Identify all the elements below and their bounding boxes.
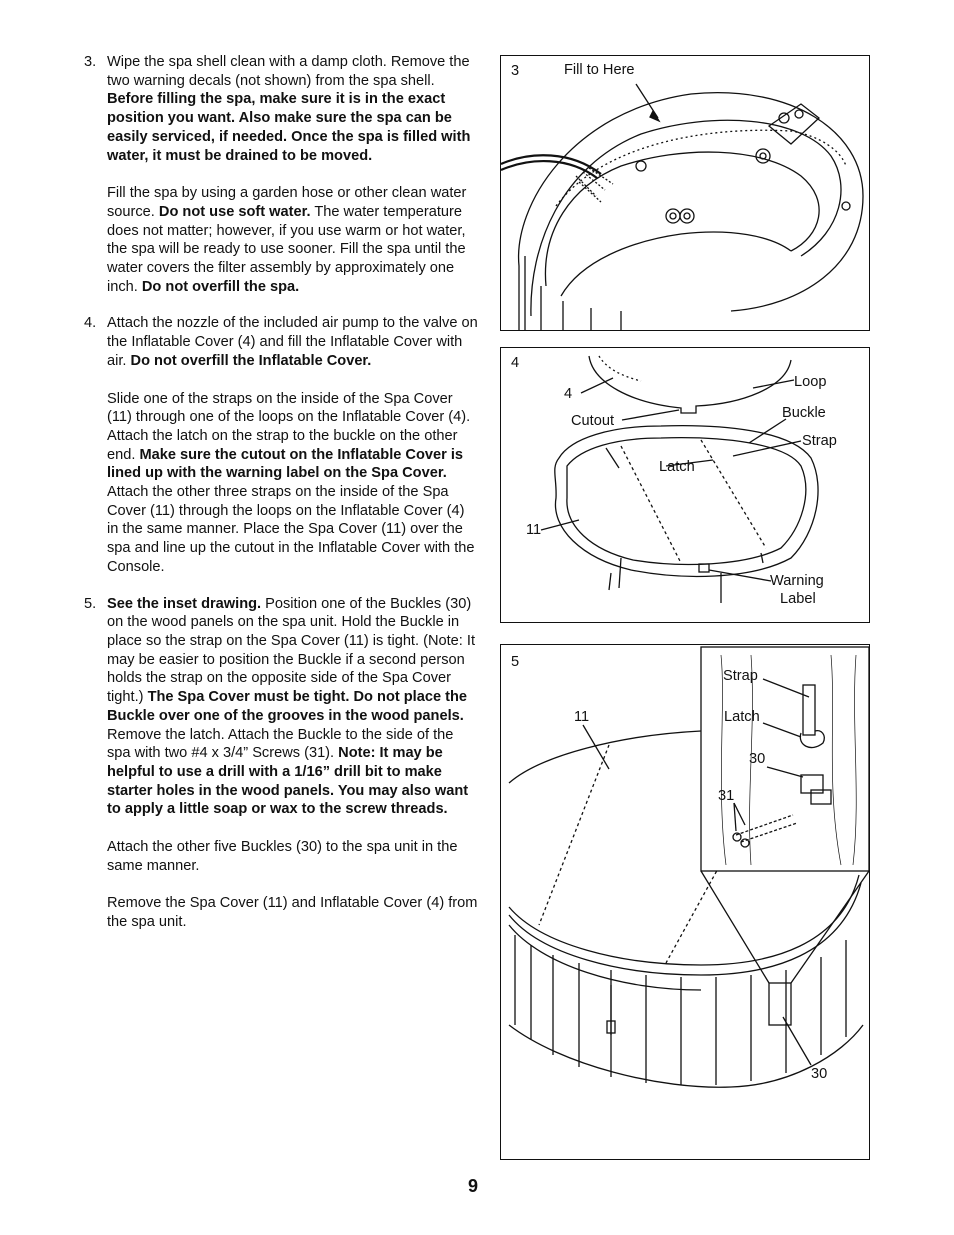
strap-label: Strap (723, 668, 758, 684)
text-run: Attach the other five Buckles (30) to the spa unit in the same manner. (107, 839, 458, 874)
figure-4-number: 4 (511, 355, 520, 371)
step-0 (84, 53, 479, 296)
fill-to-here-label: Fill to Here (564, 62, 635, 78)
step-number: 5. (84, 595, 97, 612)
text-run: Remove the latch. Attach the Buckle to the side of the spa with two #4 x 3/4” Screws (31). (107, 726, 454, 762)
step-paragraph (107, 53, 479, 165)
text-run: Slide one of the straps on the inside of the Spa Cover (11) through one of the loops on the Inflatable Cover (4). Attach the latch on the strap to the buckle on the other end. (107, 390, 471, 463)
step-paragraph (107, 184, 479, 296)
spa-fill-illustration (501, 56, 871, 332)
step-2 (84, 595, 479, 932)
warning-label-line2: Label (780, 591, 816, 607)
latch-label: Latch (724, 709, 760, 725)
buckle-attachment-illustration (501, 645, 871, 1161)
loop-label: Loop (794, 374, 827, 390)
bold-text: Before filling the spa, make sure it is in the exact position you want. Also make sure the spa can be easily serviced, if needed. Once the spa is filled with water, it must be drained to be moved. (107, 91, 471, 164)
step-paragraph (107, 390, 479, 577)
text-run: Fill the spa by using a garden hose or other clean water source. (107, 185, 467, 220)
step-number: 4. (84, 315, 97, 332)
bold-text: See the inset drawing. (107, 595, 262, 612)
bold-text: Do not overfill the spa. (141, 278, 300, 295)
part-30-label: 30 (811, 1066, 828, 1082)
strap-label: Strap (802, 433, 837, 449)
bold-text: Make sure the cutout on the Inflatable Cover is lined up with the warning label on the Spa Cover. (107, 446, 464, 482)
warning-label-line1: Warning (770, 573, 824, 589)
part-31-label: 31 (718, 788, 735, 804)
figure-4 (500, 347, 870, 623)
part-30-inset-label: 30 (749, 751, 766, 767)
instruction-steps (84, 53, 479, 932)
bold-text: The Spa Cover must be tight. Do not place the Buckle over one of the grooves in the wood panels. (107, 689, 468, 724)
step-paragraph (107, 838, 479, 875)
bold-text: Do not overfill the Inflatable Cover. (130, 352, 372, 369)
text-run: Remove the Spa Cover (11) and Inflatable Cover (4) from the spa unit. (107, 895, 478, 931)
text-run: Attach the nozzle of the included air pump to the valve on the Inflatable Cover (4) and fill the Inflatable Cover with air. (107, 315, 478, 369)
text-run: Wipe the spa shell clean with a damp cloth. Remove the two warning decals (not shown) from the spa shell. (107, 54, 470, 89)
step-paragraph (107, 894, 479, 931)
step-1 (84, 314, 479, 576)
page-number: 9 (468, 1176, 479, 1196)
figure-3-number: 3 (511, 63, 520, 79)
text-run: Attach the other three straps on the inside of the Spa Cover (11) through the loops on the Inflatable Cover (4) in the same manner. Place the Spa Cover (11) over the spa and line up the cutout in the Inflatable Cover with the Console. (107, 484, 475, 575)
figure-5 (500, 644, 870, 1160)
latch-label: Latch (659, 459, 695, 475)
step-paragraph (107, 595, 479, 819)
part-11-label: 11 (574, 709, 590, 725)
step-paragraph (107, 314, 479, 370)
part-11-label: 11 (526, 522, 542, 538)
bold-text: Do not use soft water. (158, 203, 311, 220)
step-number: 3. (84, 54, 97, 70)
figure-3 (500, 55, 870, 331)
figure-5-number: 5 (511, 654, 520, 670)
part-4-label: 4 (564, 386, 573, 402)
cutout-label: Cutout (571, 413, 614, 429)
text-run: Position one of the Buckles (30) on the wood panels on the spa unit. Hold the Buckle in place so the strap on the Spa Cover (11) is tight. (Note: It may be easier to position the Buckle if a second person holds the strap on the opposite side of the Spa Cover tight.) (107, 595, 476, 706)
bold-text: Note: It may be helpful to use a drill with a 1/16” drill bit to make starter holes in the wood panels. You may also want to apply a little soap or wax to the screw threads. (107, 745, 469, 818)
buckle-label: Buckle (782, 405, 826, 421)
text-run: The water temperature does not matter; however, if you use warm or hot water, the spa will be ready to use sooner. Fill the spa until the water covers the filter assembly by approximately one inch. (107, 203, 466, 295)
